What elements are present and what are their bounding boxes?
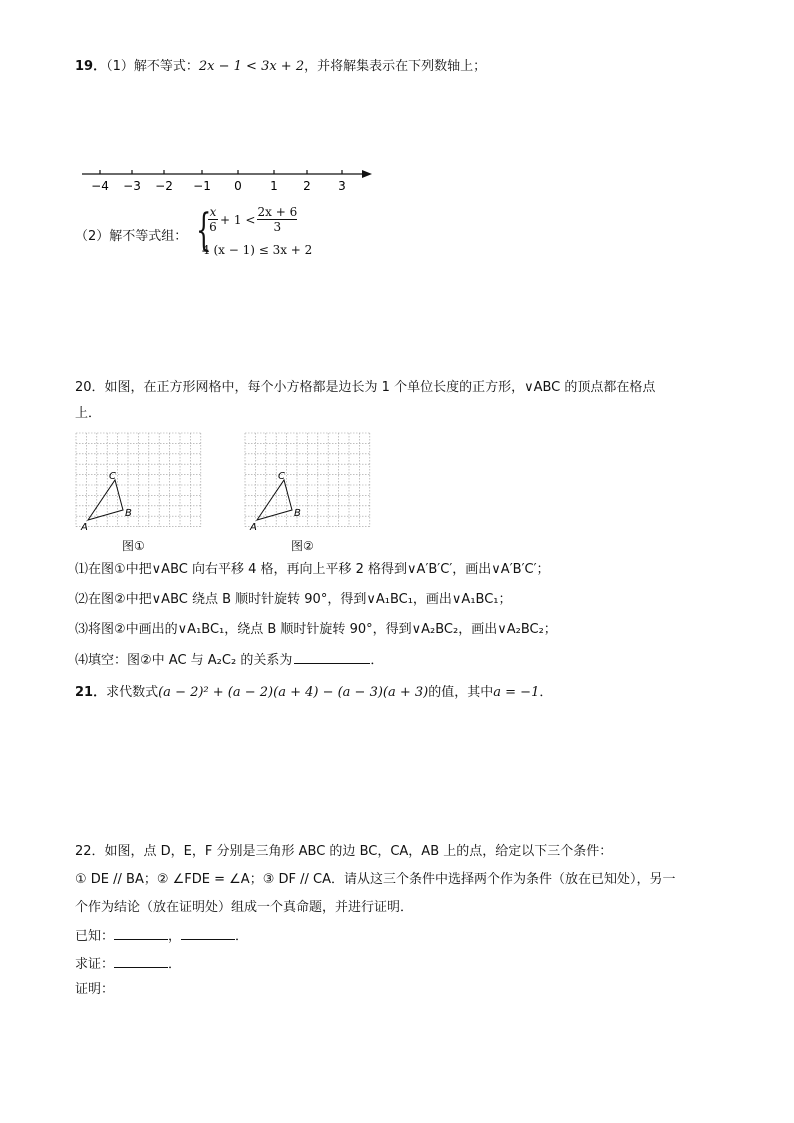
- axis-tick-label: 0: [234, 179, 242, 193]
- q21-text1: 求代数式: [106, 685, 159, 700]
- q21-expression: (a − 2)² + (a − 2)(a + 4) − (a − 3)(a + 3): [158, 685, 429, 700]
- q21-text2: 的值，其中: [428, 685, 494, 700]
- q20-item3: ⑶将图②中画出的∨A₁BC₁，绕点 B 顺时针旋转 90°，得到∨A₂BC₂，画出∨A₂BC₂；: [75, 622, 557, 637]
- q21-condition: a = −1: [493, 685, 540, 700]
- fig1-caption: 图①: [122, 539, 145, 553]
- fraction-x-over-6: [208, 205, 218, 234]
- fraction1-numerator: x: [209, 205, 217, 219]
- q19-part2-prefix: （2）解不等式组：: [75, 229, 188, 244]
- axis-tick-label: −2: [155, 179, 173, 193]
- known-sep: ，: [168, 929, 182, 944]
- q22-known: [75, 927, 248, 946]
- axis-tick-label: −3: [123, 179, 141, 193]
- q19-part1-suffix: ，并将解集表示在下列数轴上；: [304, 59, 487, 74]
- q19-part2: [75, 228, 187, 246]
- q21: [75, 684, 552, 702]
- answer-blank[interactable]: [294, 651, 370, 664]
- q19-number: 19．: [75, 59, 107, 74]
- known-end: ．: [235, 929, 249, 944]
- q20-item4: [75, 651, 383, 670]
- label-a: A: [81, 522, 88, 533]
- q22-line2: ① DE // BA；② ∠FDE = ∠A；③ DF // CA．请从这三个条件中选择两个作为条件（放在已知处），另一: [75, 872, 676, 887]
- q21-number: 21．: [75, 685, 107, 700]
- prove-label: 求证：: [75, 957, 115, 972]
- axis-tick-label: −4: [91, 179, 109, 193]
- label-b: B: [125, 508, 132, 519]
- q20-line2: 上．: [75, 406, 102, 421]
- item4-suffix: ．: [370, 653, 384, 668]
- grid-figure-1: [75, 432, 203, 534]
- q22-line1: 22．如图，点 D，E，F 分别是三角形 ABC 的边 BC，CA，AB 上的点，给定以下三个条件：: [75, 844, 613, 859]
- q20-item2: ⑵在图②中把∨ABC 绕点 B 顺时针旋转 90°，得到∨A₁BC₁，画出∨A₁BC₁；: [75, 592, 512, 607]
- number-line: [78, 163, 378, 195]
- q20-line1: 20．如图，在正方形网格中，每个小方格都是边长为 1 个单位长度的正方形，∨ABC 的顶点都在格点: [75, 380, 656, 395]
- system-brace: {: [196, 205, 212, 256]
- fraction2-denominator: 3: [273, 220, 282, 234]
- fraction1-denominator: 6: [209, 220, 217, 234]
- q21-end: ．: [539, 685, 553, 700]
- prove-end: ．: [168, 957, 182, 972]
- prove-blank[interactable]: [114, 955, 168, 968]
- q22-line3: 个作为结论（放在证明处）组成一个真命题，并进行证明．: [75, 900, 414, 915]
- known-label: 已知：: [75, 929, 115, 944]
- fraction-2x6-over-3: [257, 205, 297, 234]
- q19-part1-prefix: （1）解不等式：: [106, 59, 199, 74]
- axis-tick-label: 2: [303, 179, 311, 193]
- item4-prefix: ⑷填空：图②中 AC 与 A₂C₂ 的关系为: [75, 653, 293, 668]
- label-c: C: [278, 471, 285, 482]
- label-c: C: [109, 471, 116, 482]
- known-blank-1[interactable]: [114, 927, 168, 940]
- axis-tick-label: 3: [338, 179, 346, 193]
- q19-part1: [75, 58, 486, 76]
- system-line-2: 4 (x − 1) ≤ 3x + 2: [202, 243, 313, 257]
- fig2-caption: 图②: [291, 539, 314, 553]
- q20-item1: ⑴在图①中把∨ABC 向右平移 4 格，再向上平移 2 格得到∨A′B′C′，画出∨A′B′C′；: [75, 562, 550, 577]
- inequality-system: [196, 205, 316, 265]
- q22-proof: 证明：: [75, 982, 115, 997]
- fraction2-numerator: 2x + 6: [257, 205, 298, 219]
- label-b: B: [294, 508, 301, 519]
- label-a: A: [250, 522, 257, 533]
- q22-prove: [75, 955, 181, 974]
- grid-figure-2: [244, 432, 372, 534]
- axis-tick-label: 1: [270, 179, 278, 193]
- axis-tick-label: −1: [193, 179, 211, 193]
- system-line-1: [208, 205, 297, 234]
- q19-part1-inequality: 2x − 1 < 3x + 2: [198, 59, 305, 74]
- system-mid-text: + 1 <: [220, 212, 256, 227]
- known-blank-2[interactable]: [181, 927, 235, 940]
